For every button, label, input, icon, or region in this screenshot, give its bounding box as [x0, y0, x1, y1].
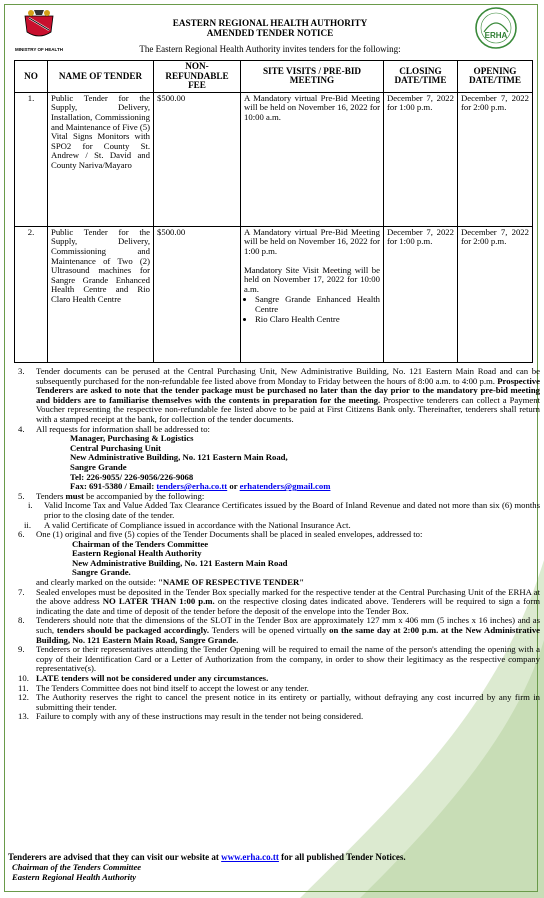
tender-fee: $500.00 [154, 226, 241, 362]
item-5-i: i. Valid Income Tax and Value Added Tax Clearance Certificates issued by the Board of Inland Revenue and dated not more than six (6) months prior to the closing date of the tender. [28, 500, 540, 520]
closing-date: December 7, 2022 for 1:00 p.m. [384, 226, 458, 362]
col-header-opening: OPENING DATE/TIME [458, 61, 533, 93]
ministry-caption: MINISTRY OF HEALTH [15, 47, 63, 52]
item-10: 10. LATE tenders will not be considered under any circumstances. [18, 673, 269, 683]
item-5: 5. Tenders must be accompanied by the following: [18, 490, 205, 501]
pre-bid-meeting: A Mandatory virtual Pre-Bid Meeting will be held on November 16, 2022 for 1:00 p.m. [244, 226, 380, 256]
item-8: 8. Tenderers should note that the dimensions of the SLOT in the Tender Box are approximately 127 mm x 406 mm (5 inches x 16 inches) and as such, tenders should be packaged accordingly. Tenders will be opened virtually on the same day at 2:00 p.m. at the New Administrative Building, No. 121 Eastern Main Road, Sangre Grande. [18, 615, 541, 645]
opening-date: December 7, 2022 for 2:00 p.m. [458, 226, 533, 362]
submission-address: Chairman of the Tenders Committee Eastern Regional Health Authority New Administrative Building, No. 121 Eastern Main Road Sangre Grande. [72, 538, 288, 578]
col-header-no: NO [15, 61, 48, 93]
footer [8, 852, 528, 882]
erha-logo [472, 6, 530, 54]
tender-table [14, 60, 533, 363]
col-header-name: NAME OF TENDER [48, 61, 154, 93]
svg-text:ERHA: ERHA [484, 31, 508, 40]
col-header-site: SITE VISITS / PRE-BID MEETING [241, 61, 384, 93]
opening-date: December 7, 2022 for 2:00 p.m. [458, 92, 533, 226]
item-3: 3. Tender documents can be perused at the Central Purchasing Unit, New Administrative Building, No. 121 Eastern Main Road and can be subsequently purchased for the non-refundable fee listed above from Monday to Friday between the hours of 8:00 a.m. to 4:00 p.m. Prospective Tenderers are asked to note that the tender package must be purchased no later than the day prior to the mandatory pre-bid meeting and bidders are to familiarise themselves with the contents in preparation for the meeting. Prospective tenderers can collect a Payment Voucher representing the respective non-refundable fee listed above to be paid at First Citizens Bank only. Thereinafter, tenderers shall return with a stamped receipt at the bank, for collection of the tender documents. [18, 366, 540, 424]
notice-heading [70, 18, 470, 38]
notice-title: AMENDED TENDER NOTICE [206, 28, 334, 38]
fax-email-line: Fax: 691-5380 / Email: tenders@erha.co.tt or erhatenders@gmail.com [70, 481, 331, 492]
tender-fee: $500.00 [154, 92, 241, 226]
site-list [244, 295, 380, 324]
website-link[interactable]: www.erha.co.tt [221, 852, 279, 862]
org-name: EASTERN REGIONAL HEALTH AUTHORITY [172, 18, 368, 28]
tender-name: Public Tender for the Supply, Delivery, Installation, Commissioning and Maintenance of Five (5) Vital Signs Monitors with SPO2 for County St. Andrew / St. David and County Nariva/Mayaro [48, 92, 154, 226]
item-12: 12. The Authority reserves the right to cancel the present notice in its entirety or partially, without defraying any cost incurred by any firm in submitting their tender. [18, 692, 540, 712]
website-advice: Tenderers are advised that they can visit our website at www.erha.co.tt for all published Tender Notices. [8, 852, 406, 862]
marking-line: and clearly marked on the outside: "NAME OF RESPECTIVE TENDER" [36, 577, 305, 588]
item-7: 7. Sealed envelopes must be deposited in the Tender Box specially marked for the respective tender at the Central Purchasing Unit of the ERHA at the above address NO LATER THAN 1:00 p.m. on the respective closing dates indicated above. Tenderers will be required to sign a form indicating the date and time of deposit of the tender before the deposit of the envelope into the Tender Box. [18, 586, 541, 616]
table-row [15, 92, 533, 226]
list-item: • Sangre Grande Enhanced Health Centre [255, 295, 380, 314]
site-visit-info: A Mandatory virtual Pre-Bid Meeting will be held on November 16, 2022 for 10:00 a.m. [241, 92, 384, 226]
item-11: 11. The Tenders Committee does not bind itself to accept the lowest or any tender. [18, 682, 309, 693]
col-header-closing: CLOSING DATE/TIME [384, 61, 458, 93]
row-number: 2. [15, 226, 48, 362]
table-header-row [15, 61, 533, 93]
email-link-gmail[interactable]: erhatenders@gmail.com [239, 481, 331, 492]
item-6: 6. One (1) original and five (5) copies of the Tender Documents shall be placed in sealed envelopes, addressed to: [18, 529, 423, 540]
col-header-fee: NON-REFUNDABLE FEE [154, 61, 241, 93]
intro-text: The Eastern Regional Health Authority invites tenders for the following: [139, 44, 401, 54]
info-address: Manager, Purchasing & Logistics Central Purchasing Unit New Administrative Building, No. 121 Eastern Main Road, Sangre Grande Tel: 226-9055/ 226-9056/226-9068 Fax: 691-5380 / Email: tenders@erha.co.tt or erhatenders@gmail.com [18, 434, 540, 492]
item-5-ii: ii. A valid Certificate of Compliance issued in accordance with the National Insurance Act. [24, 519, 351, 530]
signature-title: Chairman of the Tenders Committee [12, 862, 142, 872]
email-link-tenders[interactable]: tenders@erha.co.tt [156, 481, 228, 492]
site-visit-meeting: Mandatory Site Visit Meeting will be held on November 17, 2022 for 10:00 a.m. [244, 264, 380, 294]
ministry-of-health-logo [10, 6, 68, 54]
closing-date: December 7, 2022 for 1:00 p.m. [384, 92, 458, 226]
site-visit-info [241, 226, 384, 362]
item-4: 4. All requests for information shall be addressed to: [18, 423, 210, 434]
instructions [18, 367, 540, 722]
signature-org: Eastern Regional Health Authority [12, 872, 137, 882]
row-number: 1. [15, 92, 48, 226]
list-item: • Rio Claro Health Centre [255, 315, 380, 325]
item-13: 13. Failure to comply with any of these instructions may result in the tender not being considered. [18, 711, 364, 722]
item-9: 9. Tenderers or their representatives attending the Tender Opening will be required to email the name of the person's attending the opening with a copy of their Identification Card or a Letter of Authorization from the company, in order to show their legitimacy as the respective company representative(s). [18, 644, 540, 674]
table-row [15, 226, 533, 362]
tender-name: Public Tender for the Supply, Delivery, Commissioning and Maintenance of Two (2) Ultrasound machines for Sangre Grande Enhanced Health Centre and Rio Claro Health Centre [48, 226, 154, 362]
